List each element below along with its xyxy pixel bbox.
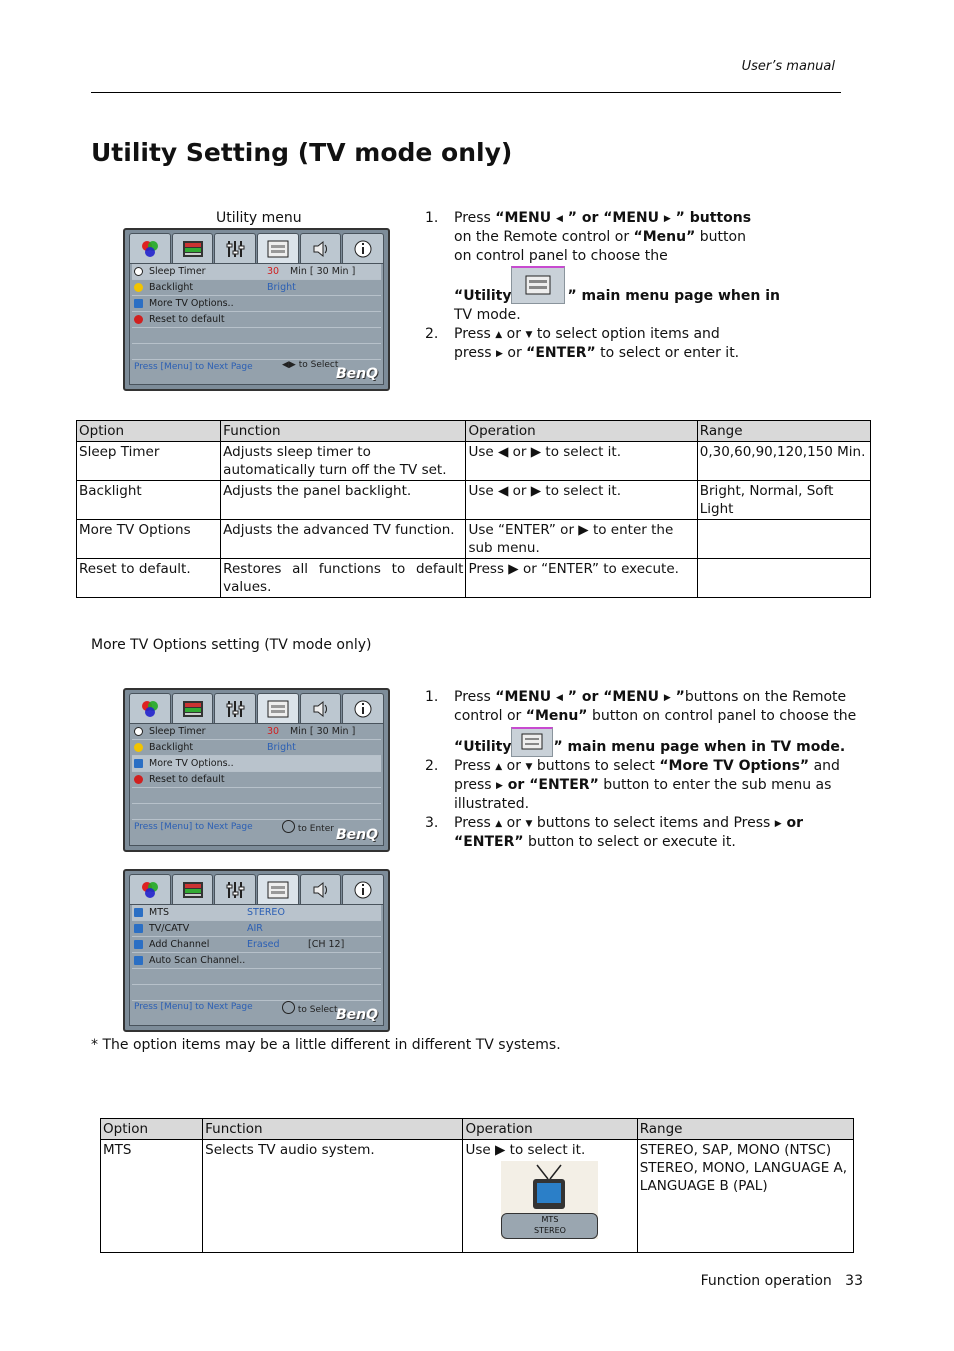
audio-tab-icon bbox=[300, 233, 342, 263]
step-line: press ▶ or “ENTER” to select or enter it. bbox=[454, 345, 740, 361]
osd-row[interactable] bbox=[132, 740, 381, 756]
osd-body bbox=[129, 904, 384, 1026]
osd-empty-row bbox=[132, 788, 381, 804]
table-cell: Use ◀ or ▶ to select it. bbox=[466, 442, 697, 481]
down-arrow-icon: ▼ bbox=[525, 762, 533, 772]
enter-icon bbox=[282, 1001, 295, 1014]
tv-icon bbox=[134, 908, 143, 917]
osd-footer-hint: Press [Menu] to Next Page bbox=[134, 822, 253, 832]
osd-empty-row bbox=[132, 804, 381, 820]
down-arrow-icon: ▼ bbox=[525, 819, 533, 829]
step-line: Press ▲ or ▼ buttons to select “More TV Options” and bbox=[454, 758, 840, 774]
osd-row-selected[interactable] bbox=[132, 756, 381, 772]
osd-row[interactable] bbox=[132, 953, 381, 969]
step-line: on control panel to choose the bbox=[454, 248, 668, 264]
step-line: press ▶ or “ENTER” button to enter the sub menu as bbox=[454, 777, 832, 793]
osd-row-value: Bright bbox=[267, 742, 296, 753]
info-tab-icon bbox=[342, 874, 384, 904]
bulb-icon bbox=[134, 743, 143, 752]
table-cell bbox=[697, 559, 870, 598]
osd-row-label: More TV Options.. bbox=[149, 758, 234, 769]
osd-row-label: Reset to default bbox=[149, 774, 225, 785]
table-cell bbox=[221, 559, 466, 598]
header-rule bbox=[91, 92, 841, 93]
manual-header: User’s manual bbox=[741, 59, 835, 74]
utility-options-table bbox=[76, 420, 871, 598]
adjust-tab-icon bbox=[214, 874, 256, 904]
step-line: illustrated. bbox=[454, 796, 530, 812]
table-cell: 0,30,60,90,120,150 Min. bbox=[697, 442, 870, 481]
table-row bbox=[101, 1140, 854, 1253]
osd-row-extra: Min [ 30 Min ] bbox=[290, 266, 356, 277]
table-header: Function bbox=[221, 421, 466, 442]
right-arrow-icon: ▶ bbox=[663, 693, 671, 703]
osd-row-label: Auto Scan Channel.. bbox=[149, 955, 246, 966]
osd-body bbox=[129, 723, 384, 846]
table-cell: Bright, Normal, Soft Light bbox=[697, 481, 870, 520]
picture-tab-icon bbox=[172, 233, 214, 263]
clock-icon bbox=[134, 727, 143, 736]
more-tv-options-steps bbox=[425, 688, 855, 858]
table-cell: Selects TV audio system. bbox=[203, 1140, 463, 1253]
table-row bbox=[77, 559, 871, 598]
utility-tab-icon bbox=[257, 874, 299, 904]
step-number: 1. bbox=[425, 689, 439, 705]
table-cell: Adjusts the panel backlight. bbox=[221, 481, 466, 520]
footnote: * The option items may be a little different in different TV systems. bbox=[91, 1037, 561, 1053]
color-tab-icon bbox=[129, 874, 171, 904]
table-cell: Press ▶ or “ENTER” to execute. bbox=[466, 559, 697, 598]
osd-footer-action: to Select bbox=[298, 360, 339, 370]
table-row bbox=[77, 481, 871, 520]
table-cell: Use “ENTER” or ▶ to enter the sub menu. bbox=[466, 520, 697, 559]
audio-tab-icon bbox=[300, 693, 342, 723]
osd-row[interactable] bbox=[132, 724, 381, 740]
osd-row[interactable] bbox=[132, 264, 381, 280]
osd-row-value: STEREO bbox=[247, 907, 285, 918]
tv-options-icon bbox=[134, 299, 143, 308]
right-arrow-icon: ▶ bbox=[663, 214, 671, 224]
table-cell: Adjusts sleep timer to automatically turn off the TV set. bbox=[221, 442, 466, 481]
step-line: on the Remote control or “Menu” button bbox=[454, 229, 746, 245]
osd-row-extra: [CH 12] bbox=[308, 939, 345, 950]
osd-row-label: Reset to default bbox=[149, 314, 225, 325]
color-tab-icon bbox=[129, 233, 171, 263]
step-line: control or “Menu” button on control panel to choose the bbox=[454, 708, 857, 724]
page-title: Utility Setting (TV mode only) bbox=[91, 138, 513, 167]
osd-row-selected[interactable] bbox=[132, 905, 381, 921]
tv-options-table bbox=[100, 1118, 854, 1253]
page-footer bbox=[690, 1273, 863, 1289]
tv-icon bbox=[134, 956, 143, 965]
osd-tabs bbox=[129, 874, 384, 904]
osd-tabs bbox=[129, 233, 384, 263]
table-header-row bbox=[77, 421, 871, 442]
audio-tab-icon bbox=[300, 874, 342, 904]
osd-row-value: AIR bbox=[247, 923, 263, 934]
tv-antenna-icon bbox=[501, 1161, 598, 1213]
cell-line: Restores all functions to default bbox=[223, 561, 464, 577]
step-number: 2. bbox=[425, 326, 439, 342]
step-number: 3. bbox=[425, 815, 439, 831]
right-arrow-icon: ▶ bbox=[774, 819, 782, 829]
info-tab-icon bbox=[342, 693, 384, 723]
osd-row-value: 30 bbox=[267, 726, 280, 737]
right-arrow-icon: ▶ bbox=[496, 781, 503, 791]
page-number: 33 bbox=[845, 1273, 863, 1289]
mts-label-box bbox=[501, 1213, 598, 1239]
table-cell: More TV Options bbox=[77, 520, 221, 559]
table-cell: Use ◀ or ▶ to select it. bbox=[466, 481, 697, 520]
table-header: Function bbox=[203, 1119, 463, 1140]
table-header: Option bbox=[77, 421, 221, 442]
cell-line: values. bbox=[223, 579, 272, 595]
table-cell bbox=[697, 520, 870, 559]
utility-tab-icon bbox=[257, 693, 299, 723]
color-tab-icon bbox=[129, 693, 171, 723]
reset-icon bbox=[134, 315, 143, 324]
benq-logo: BenQ bbox=[335, 1007, 378, 1023]
osd-row-label: Add Channel bbox=[149, 939, 210, 950]
clock-icon bbox=[134, 267, 143, 276]
utility-menu-caption: Utility menu bbox=[216, 210, 302, 226]
osd-more-tv-options bbox=[123, 688, 390, 852]
table-cell: Backlight bbox=[77, 481, 221, 520]
up-arrow-icon: ▲ bbox=[495, 819, 503, 829]
table-header-row bbox=[101, 1119, 854, 1140]
utility-steps bbox=[425, 209, 780, 369]
osd-row-label: TV/CATV bbox=[149, 923, 190, 934]
cell-line: Use ▶ to select it. bbox=[465, 1142, 586, 1158]
osd-row-value: Bright bbox=[267, 282, 296, 293]
table-row bbox=[77, 520, 871, 559]
info-tab-icon bbox=[342, 233, 384, 263]
step-line: TV mode. bbox=[454, 307, 521, 323]
step-line: Press ▲ or ▼ to select option items and bbox=[454, 326, 720, 342]
table-cell: STEREO, SAP, MONO (NTSC) STEREO, MONO, LANGUAGE A, LANGUAGE B (PAL) bbox=[637, 1140, 853, 1253]
osd-row[interactable] bbox=[132, 296, 381, 312]
arrows-icon: ◀▶ bbox=[282, 360, 296, 370]
picture-tab-icon bbox=[172, 693, 214, 723]
osd-footer-right bbox=[282, 820, 334, 834]
picture-tab-icon bbox=[172, 874, 214, 904]
utility-tab-icon bbox=[257, 233, 299, 263]
benq-logo: BenQ bbox=[335, 366, 378, 382]
osd-utility-menu bbox=[123, 228, 390, 391]
osd-row-extra: Min [ 30 Min ] bbox=[290, 726, 356, 737]
benq-logo: BenQ bbox=[335, 827, 378, 843]
osd-footer-right bbox=[282, 360, 338, 370]
mts-osd-badge bbox=[501, 1161, 598, 1239]
osd-row-label: Backlight bbox=[149, 282, 194, 293]
table-cell bbox=[463, 1140, 637, 1253]
up-arrow-icon: ▲ bbox=[495, 762, 503, 772]
step-line: “Utility ” main menu page when in TV mode. bbox=[454, 739, 846, 755]
osd-empty-row bbox=[132, 985, 381, 1001]
more-tv-options-caption: More TV Options setting (TV mode only) bbox=[91, 637, 372, 653]
osd-row-value: Erased bbox=[247, 939, 280, 950]
osd-row-label: Sleep Timer bbox=[149, 266, 206, 277]
osd-row-label: Backlight bbox=[149, 742, 194, 753]
osd-tv-submenu bbox=[123, 869, 390, 1032]
tv-options-icon bbox=[134, 759, 143, 768]
left-arrow-icon: ◀ bbox=[555, 693, 563, 703]
osd-footer-hint: Press [Menu] to Next Page bbox=[134, 362, 253, 372]
osd-row[interactable] bbox=[132, 312, 381, 328]
table-header: Operation bbox=[466, 421, 697, 442]
adjust-tab-icon bbox=[214, 233, 256, 263]
up-arrow-icon: ▲ bbox=[495, 330, 503, 340]
adjust-tab-icon bbox=[214, 693, 256, 723]
table-cell: Adjusts the advanced TV function. bbox=[221, 520, 466, 559]
footer-section: Function operation bbox=[700, 1273, 832, 1289]
osd-row-label: Sleep Timer bbox=[149, 726, 206, 737]
table-row bbox=[77, 442, 871, 481]
step-number: 2. bbox=[425, 758, 439, 774]
step-line: Press “MENU ◀ ” or “MENU ▶ ” buttons bbox=[454, 210, 752, 226]
table-cell: MTS bbox=[101, 1140, 203, 1253]
reset-icon bbox=[134, 775, 143, 784]
table-header: Option bbox=[101, 1119, 203, 1140]
table-cell: Reset to default. bbox=[77, 559, 221, 598]
badge-line: STEREO bbox=[534, 1226, 566, 1235]
osd-body bbox=[129, 263, 384, 385]
osd-row-label: MTS bbox=[149, 907, 170, 918]
osd-empty-row bbox=[132, 328, 381, 344]
osd-row[interactable] bbox=[132, 772, 381, 788]
osd-footer-action: to Select bbox=[297, 1005, 338, 1015]
osd-row[interactable] bbox=[132, 921, 381, 937]
osd-footer-hint: Press [Menu] to Next Page bbox=[134, 1002, 253, 1012]
table-header: Range bbox=[697, 421, 870, 442]
utility-inline-icon bbox=[511, 266, 565, 304]
osd-tabs bbox=[129, 693, 384, 723]
bulb-icon bbox=[134, 283, 143, 292]
step-number: 1. bbox=[425, 210, 439, 226]
osd-footer-action: to Enter bbox=[297, 824, 334, 834]
tv-icon bbox=[134, 924, 143, 933]
table-header: Operation bbox=[463, 1119, 637, 1140]
osd-row-label: More TV Options.. bbox=[149, 298, 234, 309]
utility-inline-icon bbox=[511, 727, 553, 757]
osd-row-value: 30 bbox=[267, 266, 280, 277]
tv-icon bbox=[134, 940, 143, 949]
table-header: Range bbox=[637, 1119, 853, 1140]
step-line: “Utility ” main menu page when in bbox=[454, 288, 780, 304]
down-arrow-icon: ▼ bbox=[525, 330, 533, 340]
table-cell: Sleep Timer bbox=[77, 442, 221, 481]
badge-line: MTS bbox=[541, 1215, 559, 1224]
step-line: Press ▲ or ▼ buttons to select items and Press ▶ or bbox=[454, 815, 804, 831]
osd-empty-row bbox=[132, 344, 381, 360]
osd-row[interactable] bbox=[132, 937, 381, 953]
osd-row[interactable] bbox=[132, 280, 381, 296]
step-line: “ENTER” button to select or execute it. bbox=[454, 834, 736, 850]
step-line: Press “MENU ◀ ” or “MENU ▶ ”buttons on the Remote bbox=[454, 689, 847, 705]
right-arrow-icon: ▶ bbox=[496, 349, 503, 359]
osd-footer-right bbox=[282, 1001, 338, 1015]
left-arrow-icon: ◀ bbox=[555, 214, 563, 224]
enter-icon bbox=[282, 820, 295, 833]
osd-empty-row bbox=[132, 969, 381, 985]
